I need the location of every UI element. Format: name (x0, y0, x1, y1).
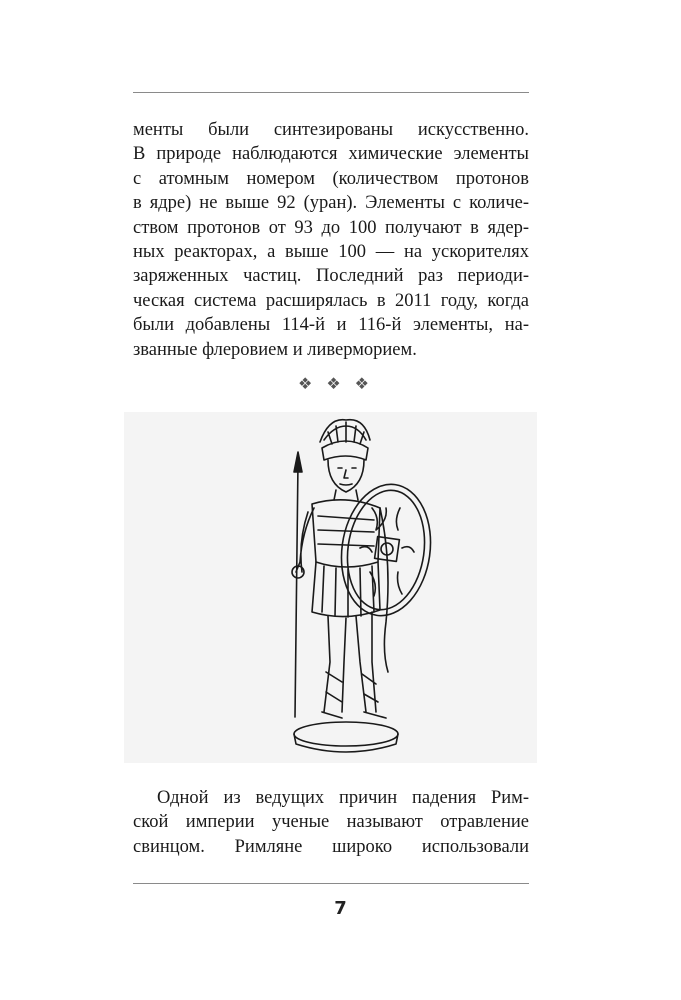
roman-legionary-illustration (124, 412, 537, 763)
paragraph-bottom (133, 786, 529, 859)
legionary-drawing (124, 412, 537, 763)
text-line: ством протонов от 93 до 100 получают в ядер- (133, 217, 529, 238)
text-line: свинцом. Римляне широко использовали (133, 836, 529, 857)
top-rule (133, 92, 529, 93)
text-line: были добавлены 114-й и 116-й элементы, на- (133, 315, 529, 336)
text-line: в ядре) не выше 92 (уран). Элементы с количе- (133, 193, 529, 214)
pedestal-top (294, 722, 398, 746)
torso (312, 500, 380, 567)
page-number: 7 (334, 898, 347, 919)
bottom-rule (133, 883, 529, 884)
text-line: Одной из ведущих причин падения Рим- (157, 788, 529, 808)
text-line: с атомным номером (количеством протонов (133, 168, 529, 189)
text-line: званные флеровием и ливерморием. (133, 339, 417, 360)
text-line: ных реакторах, а выше 100 — на ускорителях (133, 242, 529, 263)
cape (380, 508, 388, 672)
spear-tip (294, 452, 302, 472)
text-line: заряженных частиц. Последний раз периоди- (133, 266, 529, 287)
spear-shaft (295, 462, 298, 717)
text-line: ческая система расширялась в 2011 году, когда (133, 290, 529, 311)
section-ornament: ❖❖❖ (297, 374, 384, 393)
face (328, 460, 364, 492)
text-line: В природе наблюдаются химические элементы (133, 144, 529, 165)
paragraph-top (133, 118, 529, 362)
helmet (322, 441, 368, 460)
spear-arm (296, 508, 314, 572)
text-line: ской империи ученые называют отравление (133, 812, 529, 833)
text-line: менты были синтезированы искусственно. (133, 120, 529, 140)
